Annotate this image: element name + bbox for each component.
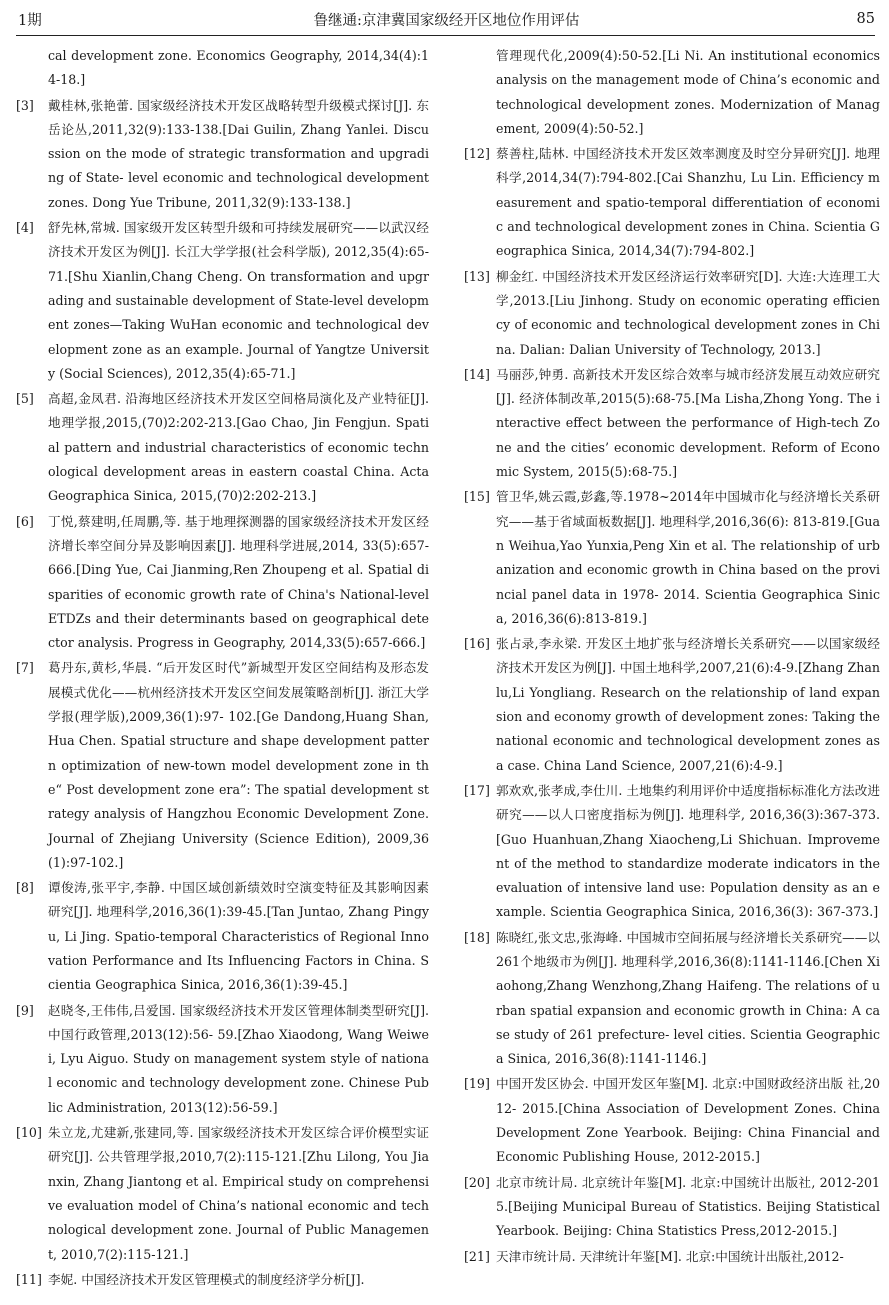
reference-text: 北京市统计局. 北京统计年鉴[M]. 北京:中国统计出版社, 2012-2015.[Beijing Municipal Bureau of Statistics. Beijing Statistical Yearbook. Beijing: China Statistics Press,2012-2015.] — [496, 1174, 880, 1239]
reference-entry — [16, 1268, 429, 1292]
reference-entry — [464, 363, 880, 484]
running-title: 鲁继通:京津冀国家级经开区地位作用评估 — [313, 12, 580, 29]
reference-entry — [464, 142, 880, 263]
reference-text: 柳金红. 中国经济技术开发区经济运行效率研究[D]. 大连:大连理工大学,2013.[Liu Jinhong. Study on economic operating efficiency of economic and technological development zones in China. Dalian: Dalian University of Technology, 2013.] — [496, 268, 880, 357]
reference-number: [7] — [16, 660, 34, 676]
reference-entry — [464, 1171, 880, 1244]
reference-text: 管理现代化,2009(4):50-52.[Li Ni. An institutional economics analysis on the management mode of China’s economic and technological development zones. Modernization of Management, 2009(4):50-52.] — [496, 48, 880, 136]
reference-text: 朱立龙,尤建新,张建同,等. 国家级经济技术开发区综合评价模型实证研究[J]. 公共管理学报,2010,7(2):115-121.[Zhu Lilong, You Jianxin, Zhang Jiantong et al. Empirical study on comprehensive evaluation model of China’s national economic and technological development zone. Journal of Public Management, 2010,7(2):115-121.] — [48, 1125, 429, 1262]
reference-number: [4] — [16, 220, 34, 236]
reference-entry — [464, 1245, 880, 1269]
reference-number: [14] — [464, 366, 490, 382]
reference-entry — [464, 265, 880, 362]
reference-text: 郭欢欢,张孝成,李仕川. 土地集约利用评价中适度指标标准化方法改进研究——以人口密度指标为例[J]. 地理科学, 2016,36(3):367-373.[Guo Huanhuan,Zhang Xiaocheng,Li Shichuan. Improvement of the method to standardize moderate indicators in the evaluation of intensive land use: Population density as an example. Scientia Geographica Sinica, 2016,36(3): 367-373.] — [496, 782, 880, 920]
reference-number: [21] — [464, 1248, 490, 1264]
reference-number: [6] — [16, 513, 34, 529]
reference-entry — [16, 1121, 429, 1267]
reference-text: 中国开发区协会. 中国开发区年鉴[M]. 北京:中国财政经济出版 社,2012- 2015.[China Association of Development Zones. China Development Zone Yearbook. Beijing: China Financial and Economic Publishing House, 2012-2015.] — [496, 1076, 880, 1165]
reference-text: 李妮. 中国经济技术开发区管理模式的制度经济学分析[J]. — [48, 1271, 365, 1287]
reference-entry — [464, 485, 880, 631]
reference-entry — [16, 999, 429, 1120]
reference-number: [10] — [16, 1125, 42, 1141]
reference-number: [8] — [16, 880, 34, 896]
reference-text: 马丽莎,钟勇. 高新技术开发区综合效率与城市经济发展互动效应研究[J]. 经济体制改革,2015(5):68-75.[Ma Lisha,Zhong Yong. The interactive effect between the performance of High-tech Zone and the cities’ economic development. Reform of Economic System, 2015(5):68-75.] — [496, 366, 880, 480]
running-header — [18, 6, 875, 32]
reference-text: 高超,金凤君. 沿海地区经济技术开发区空间格局演化及产业特征[J]. 地理学报,2015,(70)2:202-213.[Gao Chao, Jin Fengjun. Spatial pattern and industrial characteristics of economic technological development areas in eastern coastal China. Acta Geographica Sinica, 2015,(70)2:202-213.] — [48, 391, 429, 504]
reference-text: 赵晓冬,王伟伟,吕爱国. 国家级经济技术开发区管理体制类型研究[J]. 中国行政管理,2013(12):56- 59.[Zhao Xiaodong, Wang Weiwei, Lyu Aiguo. Study on management system style of national economic and technology development zone. Chinese Public Administration, 2013(12):56-59.] — [48, 1002, 429, 1115]
reference-number: [5] — [16, 391, 34, 407]
reference-number: [16] — [464, 636, 490, 652]
reference-text: 管卫华,姚云霞,彭鑫,等.1978~2014年中国城市化与经济增长关系研究——基于省域面板数据[J]. 地理科学,2016,36(6): 813-819.[Guan Weihua,Yao Yunxia,Peng Xin et al. The relationship of urbanization and economic growth in China based on the provincial panel data in 1978- 2014. Scientia Geographica Sinica, 2016,36(6):813-819.] — [496, 489, 880, 626]
reference-text: 葛丹东,黄杉,华晨. “后开发区时代”新城型开发区空间结构及形态发展模式优化——杭州经济技术开发区空间发展策略剖析[J]. 浙江大学学报(理学版),2009,36(1):97- 102.[Ge Dandong,Huang Shan,Hua Chen. Spatial structure and shape development pattern optimization of new-town model development zone in the“ Post development zone era”: The spatial development strategy analysis of Hangzhou Economic Development Zone. Journal of Zhejiang University (Science Edition), 2009,36(1):97-102.] — [48, 660, 429, 870]
reference-number: [19] — [464, 1076, 490, 1092]
reference-entry — [16, 876, 429, 997]
reference-entry — [464, 926, 880, 1072]
reference-number: [9] — [16, 1002, 34, 1018]
reference-continuation — [464, 44, 880, 141]
reference-entry — [16, 656, 429, 875]
reference-text: 丁悦,蔡建明,任周鹏,等. 基于地理探测器的国家级经济技术开发区经济增长率空间分异及影响因素[J]. 地理科学进展,2014, 33(5):657- 666.[Ding Yue, Cai Jianming,Ren Zhoupeng et al. Spatial disparities of economic growth rate of China's National-level ETDZs and their determinants based on geographical detector analysis. Progress in Geography, 2014,33(5):657-666.] — [48, 513, 429, 651]
reference-number: [18] — [464, 929, 490, 945]
reference-number: [11] — [16, 1271, 42, 1287]
reference-entry — [16, 216, 429, 386]
issue-number: 1期 — [18, 12, 42, 29]
page-number: 85 — [856, 11, 875, 27]
reference-text: 张占录,李永梁. 开发区土地扩张与经济增长关系研究——以国家级经济技术开发区为例[J]. 中国土地科学,2007,21(6):4-9.[Zhang Zhanlu,Li Yongliang. Research on the relationship of land expansion and economy growth of development zones: Taking the national economic and technological development zones as a case. China Land Science, 2007,21(6):4-9.] — [496, 636, 880, 773]
reference-text: 蔡善柱,陆林. 中国经济技术开发区效率测度及时空分异研究[J]. 地理科学,2014,34(7):794-802.[Cai Shanzhu, Lu Lin. Efficiency measurement and spatio-temporal differentiation of economic and technological development zones in China. Scientia Geographica Sinica, 2014,34(7):794-802.] — [496, 146, 880, 259]
reference-number: [20] — [464, 1174, 490, 1190]
reference-number: [12] — [464, 146, 490, 162]
references-left-column — [16, 44, 429, 1292]
reference-entry — [464, 632, 880, 778]
reference-text: cal development zone. Economics Geography, 2014,34(4):14-18.] — [48, 48, 429, 88]
header-rule — [16, 35, 875, 36]
reference-text: 谭俊涛,张平宇,李静. 中国区域创新绩效时空演变特征及其影响因素研究[J]. 地理科学,2016,36(1):39-45.[Tan Juntao, Zhang Pingyu, Li Jing. Spatio-temporal Characteristics of Regional Innovation Performance and Its Influencing Factors in China. Scientia Geographica Sinica, 2016,36(1):39-45.] — [48, 880, 429, 993]
reference-text: 陈晓红,张文忠,张海峰. 中国城市空间拓展与经济增长关系研究——以261个地级市为例[J]. 地理科学,2016,36(8):1141-1146.[Chen Xiaohong,Zhang Wenzhong,Zhang Haifeng. The relations of urban spatial expansion and economic growth in China: A case study of 261 prefecture- level cities. Scientia Geographica Sinica, 2016,36(8):1141-1146.] — [496, 929, 880, 1067]
reference-number: [3] — [16, 97, 34, 113]
reference-entry — [16, 510, 429, 656]
reference-text: 舒先林,常城. 国家级开发区转型升级和可持续发展研究——以武汉经济技术开发区为例[J]. 长江大学学报(社会科学版), 2012,35(4):65- 71.[Shu Xianlin,Chang Cheng. On transformation and upgrading and sustainable development of State-level development zones—Taking WuHan economic and technological development zone as an example. Journal of Yangtze University (Social Sciences), 2012,35(4):65-71.] — [48, 220, 429, 381]
references-right-column — [464, 44, 880, 1269]
reference-text: 戴桂林,张艳蕾. 国家级经济技术开发区战略转型升级模式探讨[J]. 东岳论丛,2011,32(9):133-138.[Dai Guilin, Zhang Yanlei. Discussion on the mode of strategic transformation and upgrading of State- level economic and technological development zones. Dong Yue Tribune, 2011,32(9):133-138.] — [48, 97, 429, 210]
reference-entry — [464, 779, 880, 925]
reference-entry — [16, 387, 429, 508]
reference-number: [13] — [464, 268, 490, 284]
reference-continuation — [16, 44, 429, 93]
reference-number: [17] — [464, 782, 490, 798]
reference-entry — [464, 1072, 880, 1169]
reference-text: 天津市统计局. 天津统计年鉴[M]. 北京:中国统计出版社,2012- — [496, 1248, 844, 1264]
reference-number: [15] — [464, 489, 490, 505]
reference-entry — [16, 94, 429, 215]
